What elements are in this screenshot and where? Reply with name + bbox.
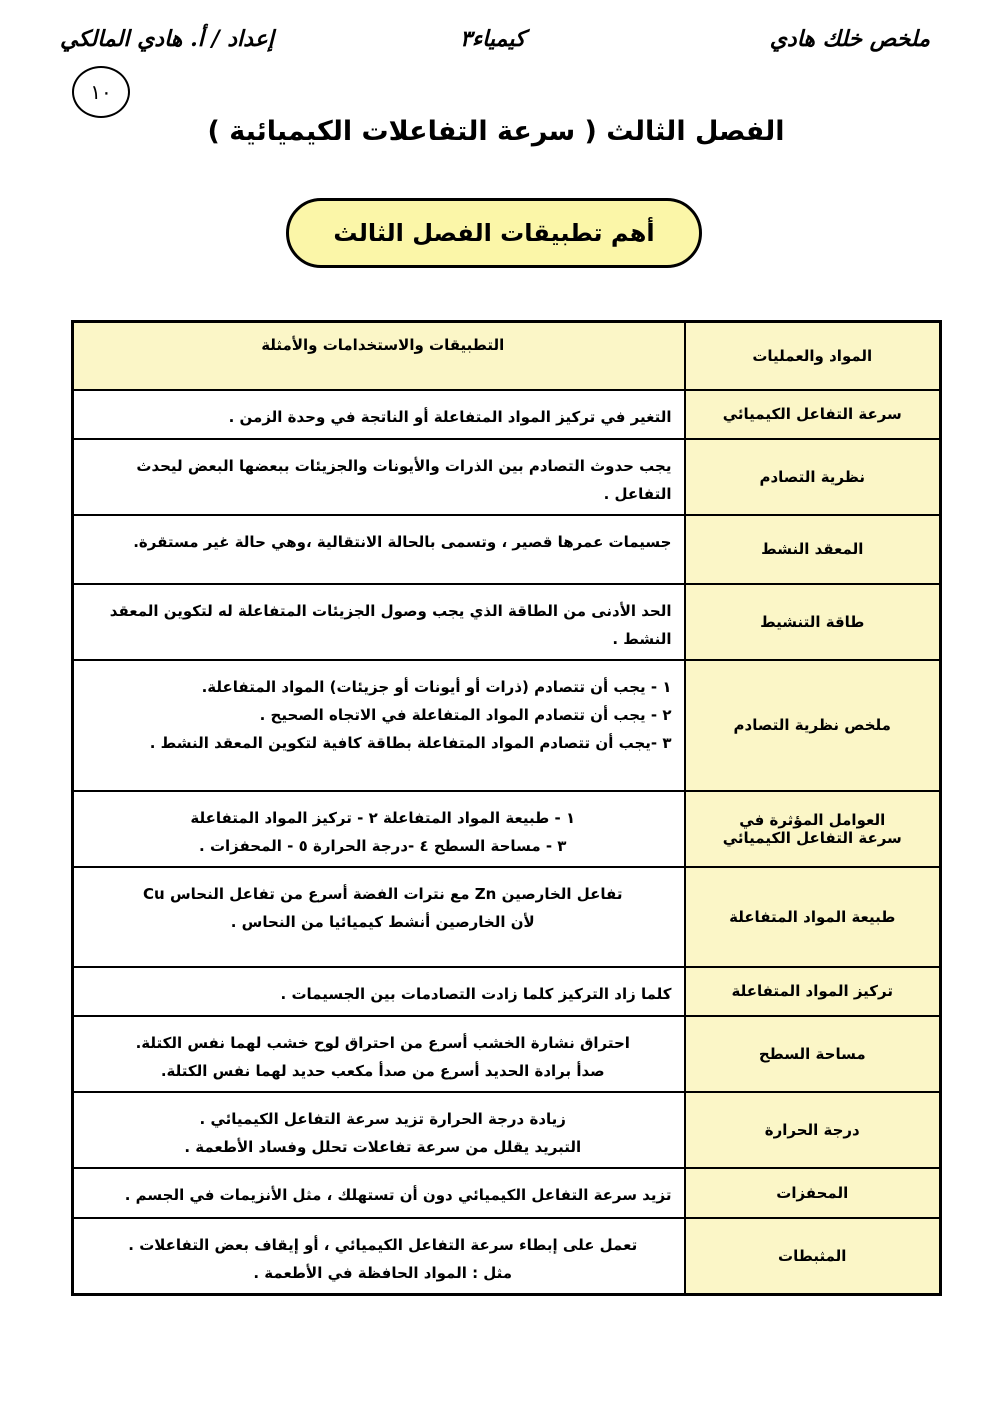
material-cell [685,515,941,584]
application-text-line: ١ - طبيعة المواد المتفاعلة ٢ - تركيز المواد المتفاعلة [190,808,576,827]
table-row [73,867,941,967]
table-header-row [73,322,941,390]
section-banner-label: أهم تطبيقات الفصل الثالث [333,219,655,247]
material-cell [685,1168,941,1218]
material-label: مساحة السطح [758,1044,866,1063]
header-applications-label: التطبيقات والاستخدامات والأمثلة [261,336,505,354]
page-number: ١٠ [72,66,130,118]
application-text-line: التبريد يقلل من سرعة تفاعلات تحلل وفساد الأطعمة . [184,1137,582,1156]
header-applications [73,322,685,390]
header-subject: كيمياء٣ [460,26,526,52]
header-materials [685,322,941,390]
table-row [73,584,941,660]
table-row [73,791,941,867]
application-text-line: مثل : المواد الحافظة في الأطعمة . [253,1263,513,1282]
table-row [73,1092,941,1168]
material-label: طبيعة المواد المتفاعلة [729,907,896,926]
section-banner [286,198,702,268]
table-row [73,515,941,584]
application-text-line: ٢ - يجب أن تتصادم المواد المتفاعلة في الاتجاه الصحيح . [259,705,672,724]
application-text-line: التغير في تركيز المواد المتفاعلة أو الناتجة في وحدة الزمن . [228,407,672,426]
application-text-line: كلما زاد التركيز كلما زادت التصادمات بين الجسيمات . [280,984,672,1003]
application-text-line: ١ - يجب أن تتصادم (ذرات أو أيونات أو جزيئات) المواد المتفاعلة. [201,677,672,696]
header-author: إعداد / أ. هادي المالكي [60,26,274,52]
application-text-line: الحد الأدنى من الطاقة الذي يجب وصول الجزيئات المتفاعلة له لتكوين المعقد النشط . [109,601,672,648]
material-cell [685,791,941,867]
material-label: نظرية التصادم [759,467,866,486]
application-cell [73,390,685,439]
application-cell [73,1092,685,1168]
application-cell [73,439,685,515]
application-text-line: ٣ - مساحة السطح ٤ -درجة الحرارة ٥ - المحفزات . [199,836,567,855]
table-row [73,1218,941,1295]
table-row [73,1016,941,1092]
material-label: المثبطات [778,1246,847,1265]
material-label: سرعة التفاعل الكيميائي [722,405,902,423]
material-label: المحفزات [776,1183,849,1202]
table-row [73,390,941,439]
application-text-line: زيادة درجة الحرارة تزيد سرعة التفاعل الكيميائي . [199,1109,566,1128]
application-text-line: لأن الخارصين أنشط كيميائيا من النحاس . [230,912,535,931]
application-text-line: تعمل على إبطاء سرعة التفاعل الكيميائي ، أو إيقاف بعض التفاعلات . [128,1235,638,1254]
material-cell [685,584,941,660]
application-text-line: صدأ برادة الحديد أسرع من صدأ مكعب حديد لهما نفس الكتلة. [160,1061,605,1080]
material-cell [685,1016,941,1092]
material-label: درجة الحرارة [764,1120,860,1139]
chapter-title: الفصل الثالث ( سرعة التفاعلات الكيميائية ) [207,116,785,147]
material-cell [685,1092,941,1168]
material-label-line: العوامل المؤثرة في [739,810,886,829]
application-text-line: احتراق نشارة الخشب أسرع من احتراق لوح خشب لهما نفس الكتلة. [135,1033,630,1052]
application-cell [73,791,685,867]
application-text-line: التفاعل . [603,484,672,503]
table-row [73,660,941,791]
application-cell [73,660,685,791]
material-cell [685,867,941,967]
material-cell [685,390,941,439]
material-cell [685,660,941,791]
table-row [73,1168,941,1218]
table-row [73,439,941,515]
applications-table [71,320,942,1296]
material-label: المعقد النشط [761,540,864,558]
material-label: تركيز المواد المتفاعلة [731,982,893,1000]
material-label: ملخص نظرية التصادم [733,716,891,734]
application-text-line: يجب حدوث التصادم بين الذرات والأيونات والجزيئات ببعضها البعض ليحدث [136,456,672,475]
table-row [73,967,941,1016]
application-cell [73,584,685,660]
material-label-line: سرعة التفاعل الكيميائي [722,828,902,847]
application-cell [73,867,685,967]
header-materials-label: المواد والعمليات [752,346,873,365]
application-text-line: ٣ -يجب أن تتصادم المواد المتفاعلة بطاقة كافية لتكوين المعقد النشط . [149,733,672,752]
application-cell [73,1016,685,1092]
material-cell [685,967,941,1016]
application-text-line: تزيد سرعة التفاعل الكيميائي دون أن تستهلك ، مثل الأنزيمات في الجسم . [124,1185,672,1204]
application-cell [73,1168,685,1218]
material-cell [685,1218,941,1295]
application-cell [73,967,685,1016]
material-label: طاقة التنشيط [760,612,865,631]
application-text-line: جسيمات عمرها قصير ، وتسمى بالحالة الانتقالية ،وهي حالة غير مستقرة. [133,532,672,551]
application-text-line: تفاعل الخارصين Zn مع نترات الفضة أسرع من تفاعل النحاس Cu [143,884,623,903]
application-cell [73,1218,685,1295]
material-cell [685,439,941,515]
header-summary-title: ملخص خلك هادي [769,26,930,52]
application-cell [73,515,685,584]
